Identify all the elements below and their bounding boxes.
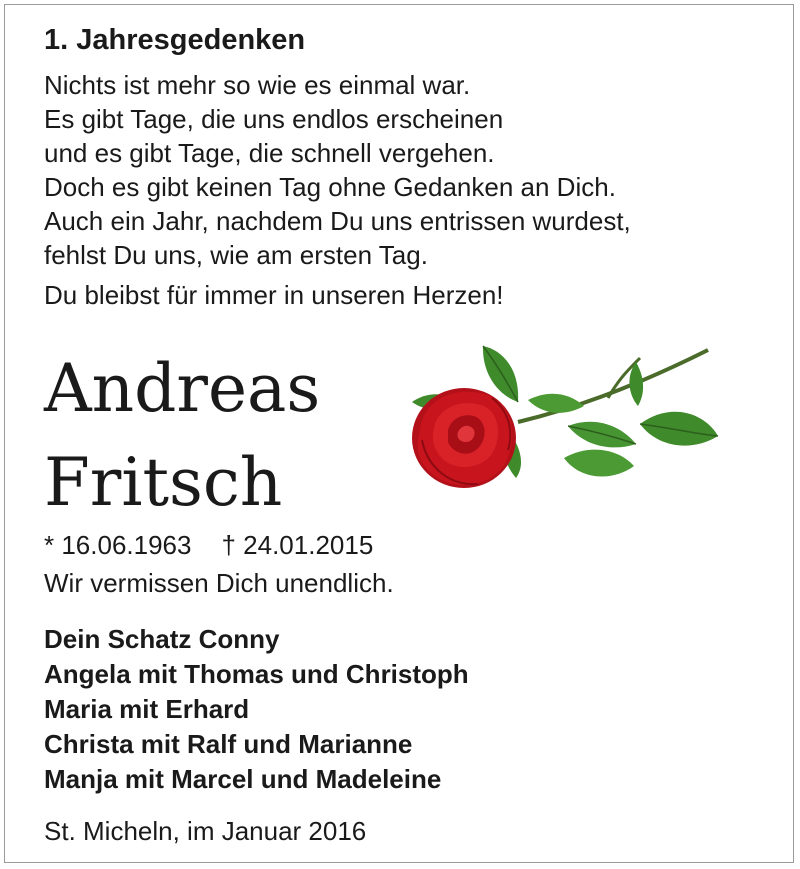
birth-date: * 16.06.1963 (44, 530, 192, 560)
first-name: Andreas (44, 350, 321, 427)
deceased-name (44, 342, 404, 530)
notice-heading: 1. Jahresgedenken (44, 24, 306, 56)
last-name: Fritsch (44, 444, 283, 521)
family-member: Angela mit Thomas und Christoph (44, 659, 469, 689)
death-date: † 24.01.2015 (221, 530, 374, 560)
notice-content (44, 20, 764, 312)
poem-line: und es gibt Tage, die schnell vergehen. (44, 138, 495, 168)
family-member: Dein Schatz Conny (44, 624, 280, 654)
poem-line: fehlst Du uns, wie am ersten Tag. (44, 240, 428, 270)
family-list (44, 622, 469, 797)
family-member: Manja mit Marcel und Madeleine (44, 764, 442, 794)
poem-line: Nichts ist mehr so wie es einmal war. (44, 70, 471, 100)
poem (44, 68, 764, 312)
life-dates (44, 528, 373, 562)
poem-line: Doch es gibt keinen Tag ohne Gedanken an Dich. (44, 172, 616, 202)
red-rose-icon (408, 340, 728, 512)
family-member: Christa mit Ralf und Marianne (44, 729, 413, 759)
miss-text: Wir vermissen Dich unendlich. (44, 568, 394, 598)
family-member: Maria mit Erhard (44, 694, 250, 724)
poem-line: Es gibt Tage, die uns endlos erscheinen (44, 104, 504, 134)
poem-closing: Du bleibst für immer in unseren Herzen! (44, 280, 504, 310)
poem-line: Auch ein Jahr, nachdem Du uns entrissen wurdest, (44, 206, 631, 236)
place-date: St. Micheln, im Januar 2016 (44, 816, 367, 846)
